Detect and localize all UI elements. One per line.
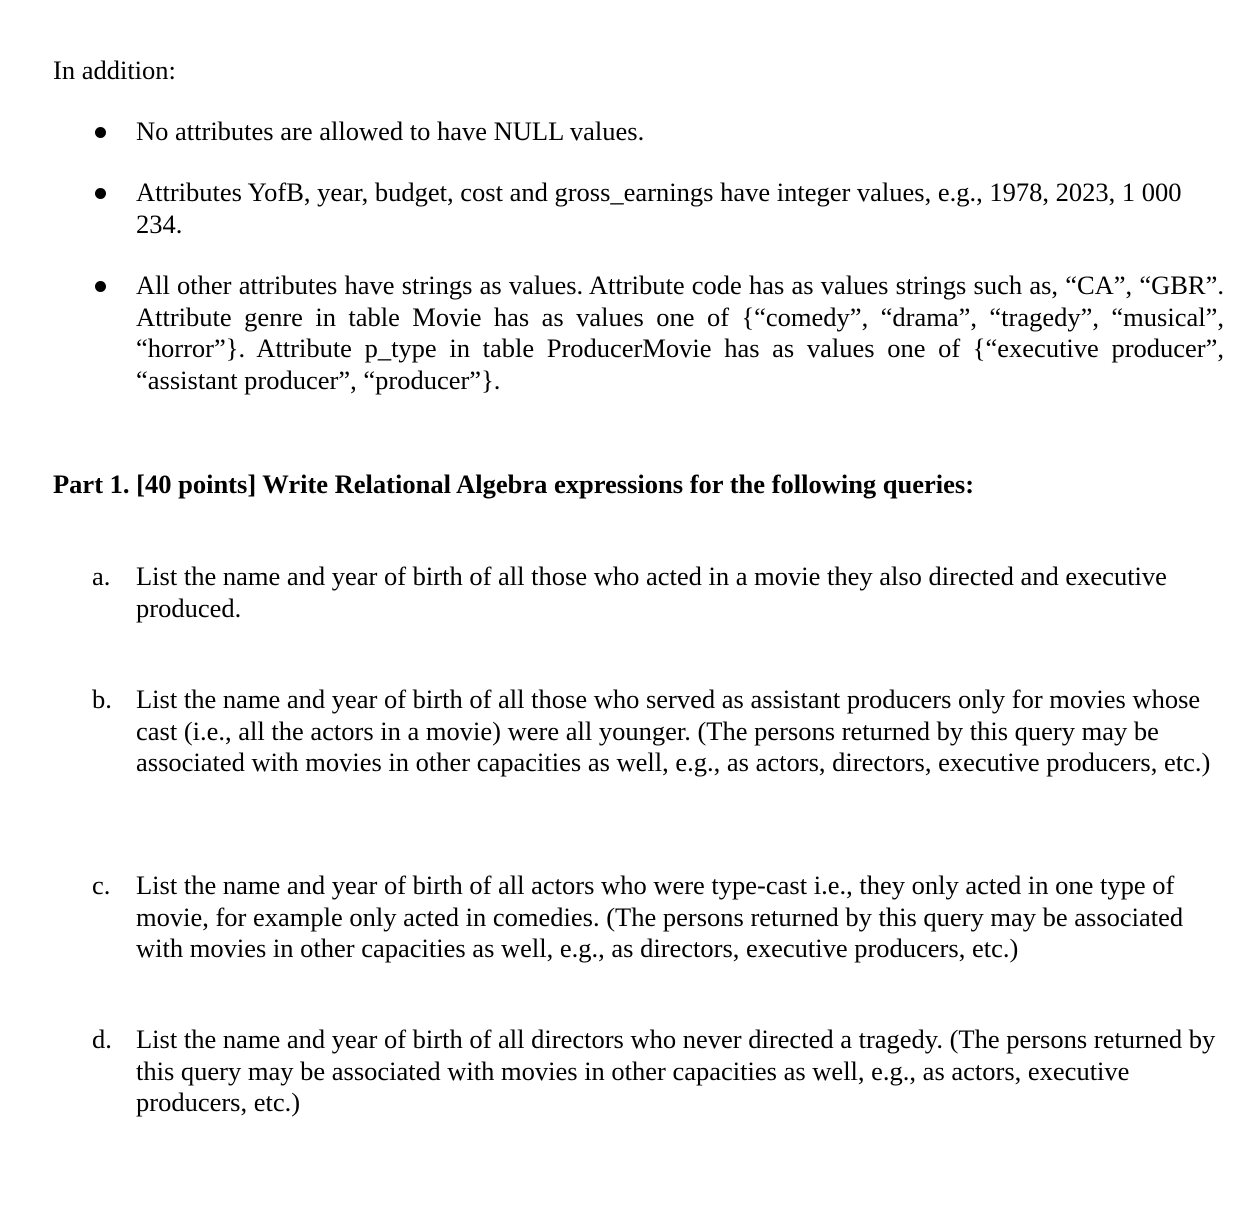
query-marker: a. [92, 561, 111, 591]
query-text: List the name and year of birth of all those who acted in a movie they also directed and executive produced. [136, 561, 1167, 623]
bullet-dot [95, 188, 106, 199]
bullet-text: No attributes are allowed to have NULL values. [136, 116, 645, 146]
bullet-dot [95, 281, 106, 292]
query-text: List the name and year of birth of all directors who never directed a tragedy. (The persons returned by this query may be associated with movies in other capacities as well, e.g., as actors, executive producers, etc.) [136, 1024, 1216, 1117]
part-heading: Part 1. [40 points] Write Relational Algebra expressions for the following queries: [53, 469, 975, 499]
bullet-text: Attributes YofB, year, budget, cost and gross_earnings have integer values, e.g., 1978, 2023, 1 000 234. [136, 177, 1182, 239]
bullet-text: All other attributes have strings as values. Attribute code has as values strings such as, “CA”, “GBR”. Attribute genre in table Movie has as values one of {“comedy”, “drama”, “tragedy”, “musical”, “horror”}. Attribute p_type in table ProducerMovie has as values one of {“executive producer”, “assistant producer”, “producer”}. [136, 270, 1224, 395]
query-text: List the name and year of birth of all actors who were type-cast i.e., they only acted in one type of movie, for example only acted in comedies. (The persons returned by this query may be associated with movies in other capacities as well, e.g., as directors, executive producers, etc.) [136, 870, 1184, 963]
query-marker: d. [92, 1024, 112, 1054]
query-marker: c. [92, 870, 111, 900]
query-marker: b. [92, 684, 112, 714]
bullet-dot [95, 127, 106, 138]
query-text: List the name and year of birth of all those who served as assistant producers only for movies whose cast (i.e., all the actors in a movie) were all younger. (The persons returned by this query may be associated with movies in other capacities as well, e.g., as actors, directors, executive producers, etc.) [136, 684, 1211, 777]
intro-text: In addition: [53, 55, 176, 85]
